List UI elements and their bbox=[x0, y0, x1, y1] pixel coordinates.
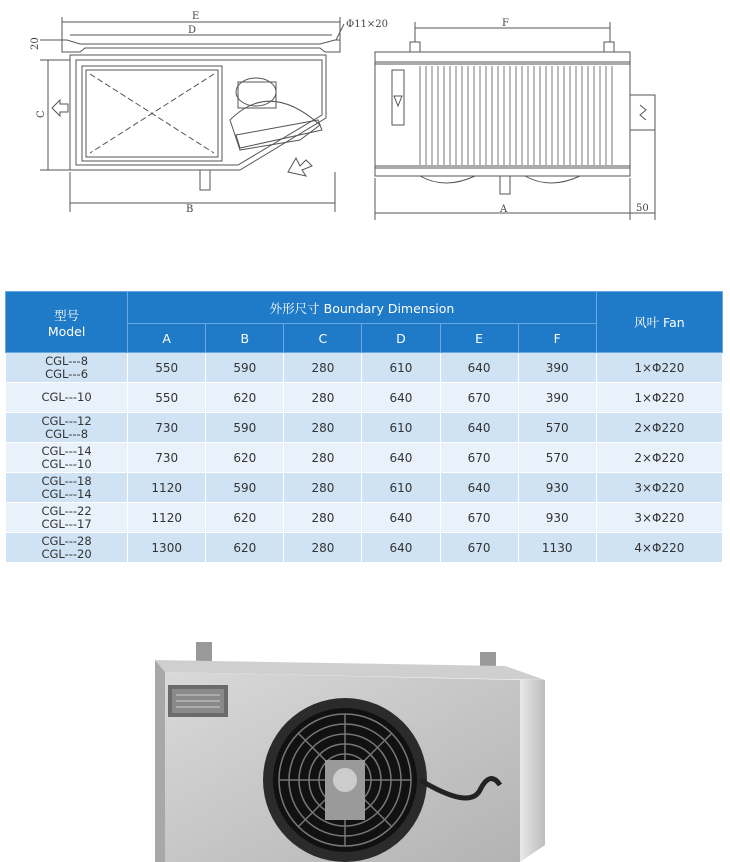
col-header-f: F bbox=[518, 324, 596, 353]
model-name: CGL---22 bbox=[41, 503, 92, 518]
col-header-a: A bbox=[128, 324, 206, 353]
cell-d: 610 bbox=[362, 413, 440, 443]
model-cell bbox=[6, 443, 128, 473]
model-name: CGL---12 bbox=[41, 413, 92, 428]
cell-c: 280 bbox=[284, 413, 362, 443]
cell-f: 390 bbox=[518, 383, 596, 413]
model-cell bbox=[6, 383, 128, 413]
fan-header: 风叶 Fan bbox=[596, 292, 722, 353]
fan-icon bbox=[263, 698, 427, 862]
cell-fan: 3×Φ220 bbox=[596, 503, 722, 533]
cell-a: 730 bbox=[128, 413, 206, 443]
cell-b: 590 bbox=[206, 353, 284, 383]
cell-fan: 3×Φ220 bbox=[596, 473, 722, 503]
cell-c: 280 bbox=[284, 533, 362, 563]
cell-c: 280 bbox=[284, 473, 362, 503]
mounting-bracket-left bbox=[196, 642, 212, 662]
dim-label-20: 20 bbox=[30, 37, 41, 50]
model-name: CGL---10 bbox=[41, 456, 92, 471]
col-header-b: B bbox=[206, 324, 284, 353]
dim-label-d: D bbox=[188, 25, 197, 36]
model-cell bbox=[6, 503, 128, 533]
model-header bbox=[6, 292, 128, 353]
cell-b: 620 bbox=[206, 533, 284, 563]
cell-c: 280 bbox=[284, 383, 362, 413]
cell-fan: 2×Φ220 bbox=[596, 443, 722, 473]
cell-b: 620 bbox=[206, 443, 284, 473]
cell-e: 670 bbox=[440, 383, 518, 413]
hole-label: Φ11×20 bbox=[346, 19, 389, 30]
model-header-cn: 型号 bbox=[54, 307, 80, 323]
model-cell bbox=[6, 413, 128, 443]
model-cell bbox=[6, 533, 128, 563]
dimension-table-container bbox=[5, 291, 723, 563]
table-row bbox=[6, 353, 723, 383]
cell-d: 610 bbox=[362, 473, 440, 503]
table-row bbox=[6, 443, 723, 473]
cell-e: 640 bbox=[440, 413, 518, 443]
cell-f: 570 bbox=[518, 413, 596, 443]
dim-label-50: 50 bbox=[636, 203, 649, 214]
cell-e: 670 bbox=[440, 443, 518, 473]
table-row bbox=[6, 473, 723, 503]
cell-f: 930 bbox=[518, 503, 596, 533]
mounting-bracket-right bbox=[480, 652, 496, 668]
cell-f: 570 bbox=[518, 443, 596, 473]
table-row bbox=[6, 413, 723, 443]
cell-d: 640 bbox=[362, 503, 440, 533]
nameplate-icon bbox=[168, 685, 228, 717]
col-header-e: E bbox=[440, 324, 518, 353]
dimension-table bbox=[5, 291, 723, 563]
model-name: CGL---6 bbox=[45, 366, 89, 381]
cell-a: 1120 bbox=[128, 473, 206, 503]
cell-e: 640 bbox=[440, 353, 518, 383]
model-header-en: Model bbox=[47, 323, 86, 339]
dimension-header: 外形尺寸 Boundary Dimension bbox=[128, 292, 597, 324]
dim-label-c: C bbox=[36, 110, 47, 118]
cell-d: 640 bbox=[362, 383, 440, 413]
dim-label-f: F bbox=[502, 18, 509, 29]
cell-e: 670 bbox=[440, 503, 518, 533]
model-name: CGL---8 bbox=[45, 353, 89, 368]
cell-d: 610 bbox=[362, 353, 440, 383]
cell-fan: 4×Φ220 bbox=[596, 533, 722, 563]
cell-c: 280 bbox=[284, 353, 362, 383]
model-name: CGL---18 bbox=[41, 473, 92, 488]
cell-a: 550 bbox=[128, 383, 206, 413]
model-name: CGL---20 bbox=[41, 546, 92, 561]
model-cell bbox=[6, 473, 128, 503]
model-name: CGL---14 bbox=[41, 443, 92, 458]
model-name: CGL---14 bbox=[41, 486, 92, 501]
cell-d: 640 bbox=[362, 533, 440, 563]
cell-fan: 1×Φ220 bbox=[596, 383, 722, 413]
cell-b: 590 bbox=[206, 413, 284, 443]
cell-e: 640 bbox=[440, 473, 518, 503]
front-view-drawing bbox=[375, 22, 655, 220]
cell-c: 280 bbox=[284, 503, 362, 533]
cell-b: 620 bbox=[206, 383, 284, 413]
model-name: CGL---28 bbox=[41, 533, 92, 548]
technical-drawings bbox=[0, 0, 730, 260]
table-row bbox=[6, 503, 723, 533]
cell-a: 1300 bbox=[128, 533, 206, 563]
cell-f: 390 bbox=[518, 353, 596, 383]
cell-f: 1130 bbox=[518, 533, 596, 563]
cell-fan: 1×Φ220 bbox=[596, 353, 722, 383]
table-row bbox=[6, 383, 723, 413]
model-name: CGL---8 bbox=[45, 426, 89, 441]
cell-a: 1120 bbox=[128, 503, 206, 533]
cell-fan: 2×Φ220 bbox=[596, 413, 722, 443]
col-header-d: D bbox=[362, 324, 440, 353]
dim-label-b: B bbox=[186, 204, 194, 215]
model-name: CGL---10 bbox=[41, 390, 92, 404]
cell-a: 550 bbox=[128, 353, 206, 383]
product-photo bbox=[0, 630, 730, 862]
table-row bbox=[6, 533, 723, 563]
model-name: CGL---17 bbox=[41, 516, 92, 531]
fin-lines bbox=[420, 66, 612, 165]
cell-f: 930 bbox=[518, 473, 596, 503]
dim-label-a: A bbox=[500, 204, 508, 215]
cell-d: 640 bbox=[362, 443, 440, 473]
cell-c: 280 bbox=[284, 443, 362, 473]
dim-label-e: E bbox=[192, 11, 200, 22]
model-cell bbox=[6, 353, 128, 383]
col-header-c: C bbox=[284, 324, 362, 353]
side-view-drawing bbox=[40, 17, 344, 212]
cell-e: 670 bbox=[440, 533, 518, 563]
cell-b: 620 bbox=[206, 503, 284, 533]
cell-b: 590 bbox=[206, 473, 284, 503]
cell-a: 730 bbox=[128, 443, 206, 473]
